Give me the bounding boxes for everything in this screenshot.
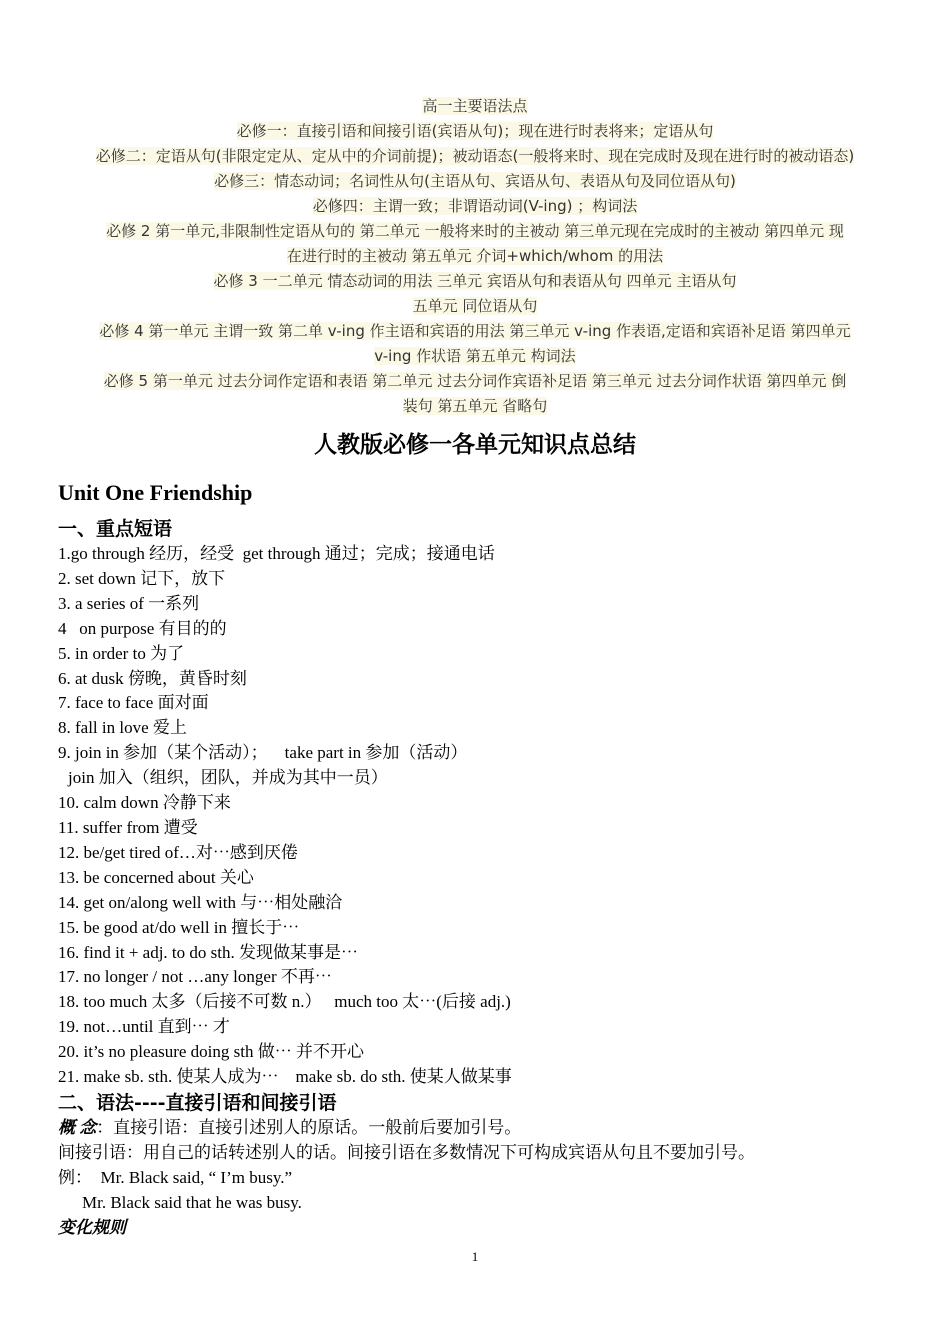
phrase-item: 5. in order to 为了 <box>58 643 185 663</box>
phrase-item: 16. find it + adj. to do sth. 发现做某事是⋯ <box>58 942 358 962</box>
phrase-item: 20. it’s no pleasure doing sth 做⋯ 并不开心 <box>58 1042 364 1062</box>
unit-title: Unit One Friendship <box>58 480 253 505</box>
phrase-item: 21. make sb. sth. 使某人成为⋯ make sb. do sth. 使某人做某事 <box>58 1067 512 1087</box>
example-line: 例： Mr. Black said, “ I’m busy.” <box>58 1167 293 1187</box>
summary-line: 必修一：直接引语和间接引语(宾语从句)；现在进行时表将来；定语从句 <box>236 122 714 140</box>
phrase-item: 8. fall in love 爱上 <box>58 718 187 738</box>
grammar-summary <box>58 94 892 419</box>
phrase-item: 9. join in 参加（某个活动）； take part in 参加（活动） <box>58 743 468 763</box>
summary-line: v-ing 作状语 第五单元 构词法 <box>374 347 576 365</box>
document-title: 人教版必修一各单元知识点总结 <box>314 431 636 458</box>
phrase-item: 13. be concerned about 关心 <box>58 867 254 887</box>
summary-line: 必修 3 一二单元 情态动词的用法 三单元 宾语从句和表语从句 四单元 主语从句 <box>213 272 737 290</box>
phrase-item: 3. a series of 一系列 <box>58 593 200 613</box>
phrase-item: 18. too much 太多（后接不可数 n.） much too 太⋯(后接 adj.) <box>58 992 511 1012</box>
concept-label: 概 念 <box>58 1117 97 1137</box>
summary-line: 五单元 同位语从句 <box>412 297 538 315</box>
summary-line: 在进行时的主被动 第五单元 介词+which/whom 的用法 <box>286 247 664 265</box>
summary-line: 高一主要语法点 <box>422 97 528 115</box>
summary-line: 必修三：情态动词；名词性从句(主语从句、宾语从句、表语从句及同位语从句) <box>214 172 736 190</box>
example-line: Mr. Black said that he was busy. <box>82 1192 302 1212</box>
indirect-speech-line: 间接引语：用自己的话转述别人的话。间接引语在多数情况下可构成宾语从句且不要加引号。 <box>58 1142 755 1162</box>
summary-line: 必修四：主谓一致；非谓语动词(V-ing) ；构词法 <box>312 197 638 215</box>
concept-line <box>58 1116 898 1141</box>
phrase-item: 19. not…until 直到⋯ 才 <box>58 1017 230 1037</box>
phrase-item: 1.go through 经历，经受 get through 通过；完成；接通电话 <box>58 544 495 563</box>
phrase-item: 11. suffer from 遭受 <box>58 817 198 837</box>
summary-line: 必修二：定语从句(非限定定从、定从中的介词前提)；被动语态(一般将来时、现在完成时及现在进行时的被动语态) <box>95 147 855 165</box>
phrase-item: 4 on purpose 有目的的 <box>58 618 227 638</box>
phrase-item: 17. no longer / not …any longer 不再⋯ <box>58 967 332 987</box>
phrase-item: 6. at dusk 傍晚，黄昏时刻 <box>58 668 247 688</box>
concept-text: ：直接引语：直接引述别人的原话。一般前后要加引号。 <box>96 1117 522 1137</box>
section-heading-grammar: 二、语法----直接引语和间接引语 <box>58 1091 337 1114</box>
section-heading-phrases: 一、重点短语 <box>58 518 173 540</box>
summary-line: 必修 4 第一单元 主谓一致 第二单 v-ing 作主语和宾语的用法 第三单元 v-ing 作表语,定语和宾语补足语 第四单元 <box>99 322 851 340</box>
phrase-item: 15. be good at/do well in 擅长于⋯ <box>58 917 300 937</box>
page-number: 1 <box>471 1249 479 1264</box>
summary-line: 必修 5 第一单元 过去分词作定语和表语 第二单元 过去分词作宾语补足语 第三单元 过去分词作状语 第四单元 倒 <box>103 372 847 390</box>
phrase-item: 12. be/get tired of…对⋯感到厌倦 <box>58 842 298 862</box>
phrase-item: 7. face to face 面对面 <box>58 693 209 713</box>
summary-line: 必修 2 第一单元,非限制性定语从句的 第二单元 一般将来时的主被动 第三单元现在完成时的主被动 第四单元 现 <box>106 222 844 240</box>
phrase-item: 10. calm down 冷静下来 <box>58 793 231 813</box>
phrase-list <box>58 542 898 1090</box>
phrase-item: 14. get on/along well with 与⋯相处融洽 <box>58 892 343 912</box>
document-body <box>58 476 898 1240</box>
rules-label: 变化规则 <box>58 1217 126 1237</box>
summary-line: 装句 第五单元 省略句 <box>402 397 548 415</box>
phrase-item: 2. set down 记下，放下 <box>58 568 226 588</box>
phrase-item: join 加入（组织，团队，并成为其中一员） <box>68 768 388 788</box>
